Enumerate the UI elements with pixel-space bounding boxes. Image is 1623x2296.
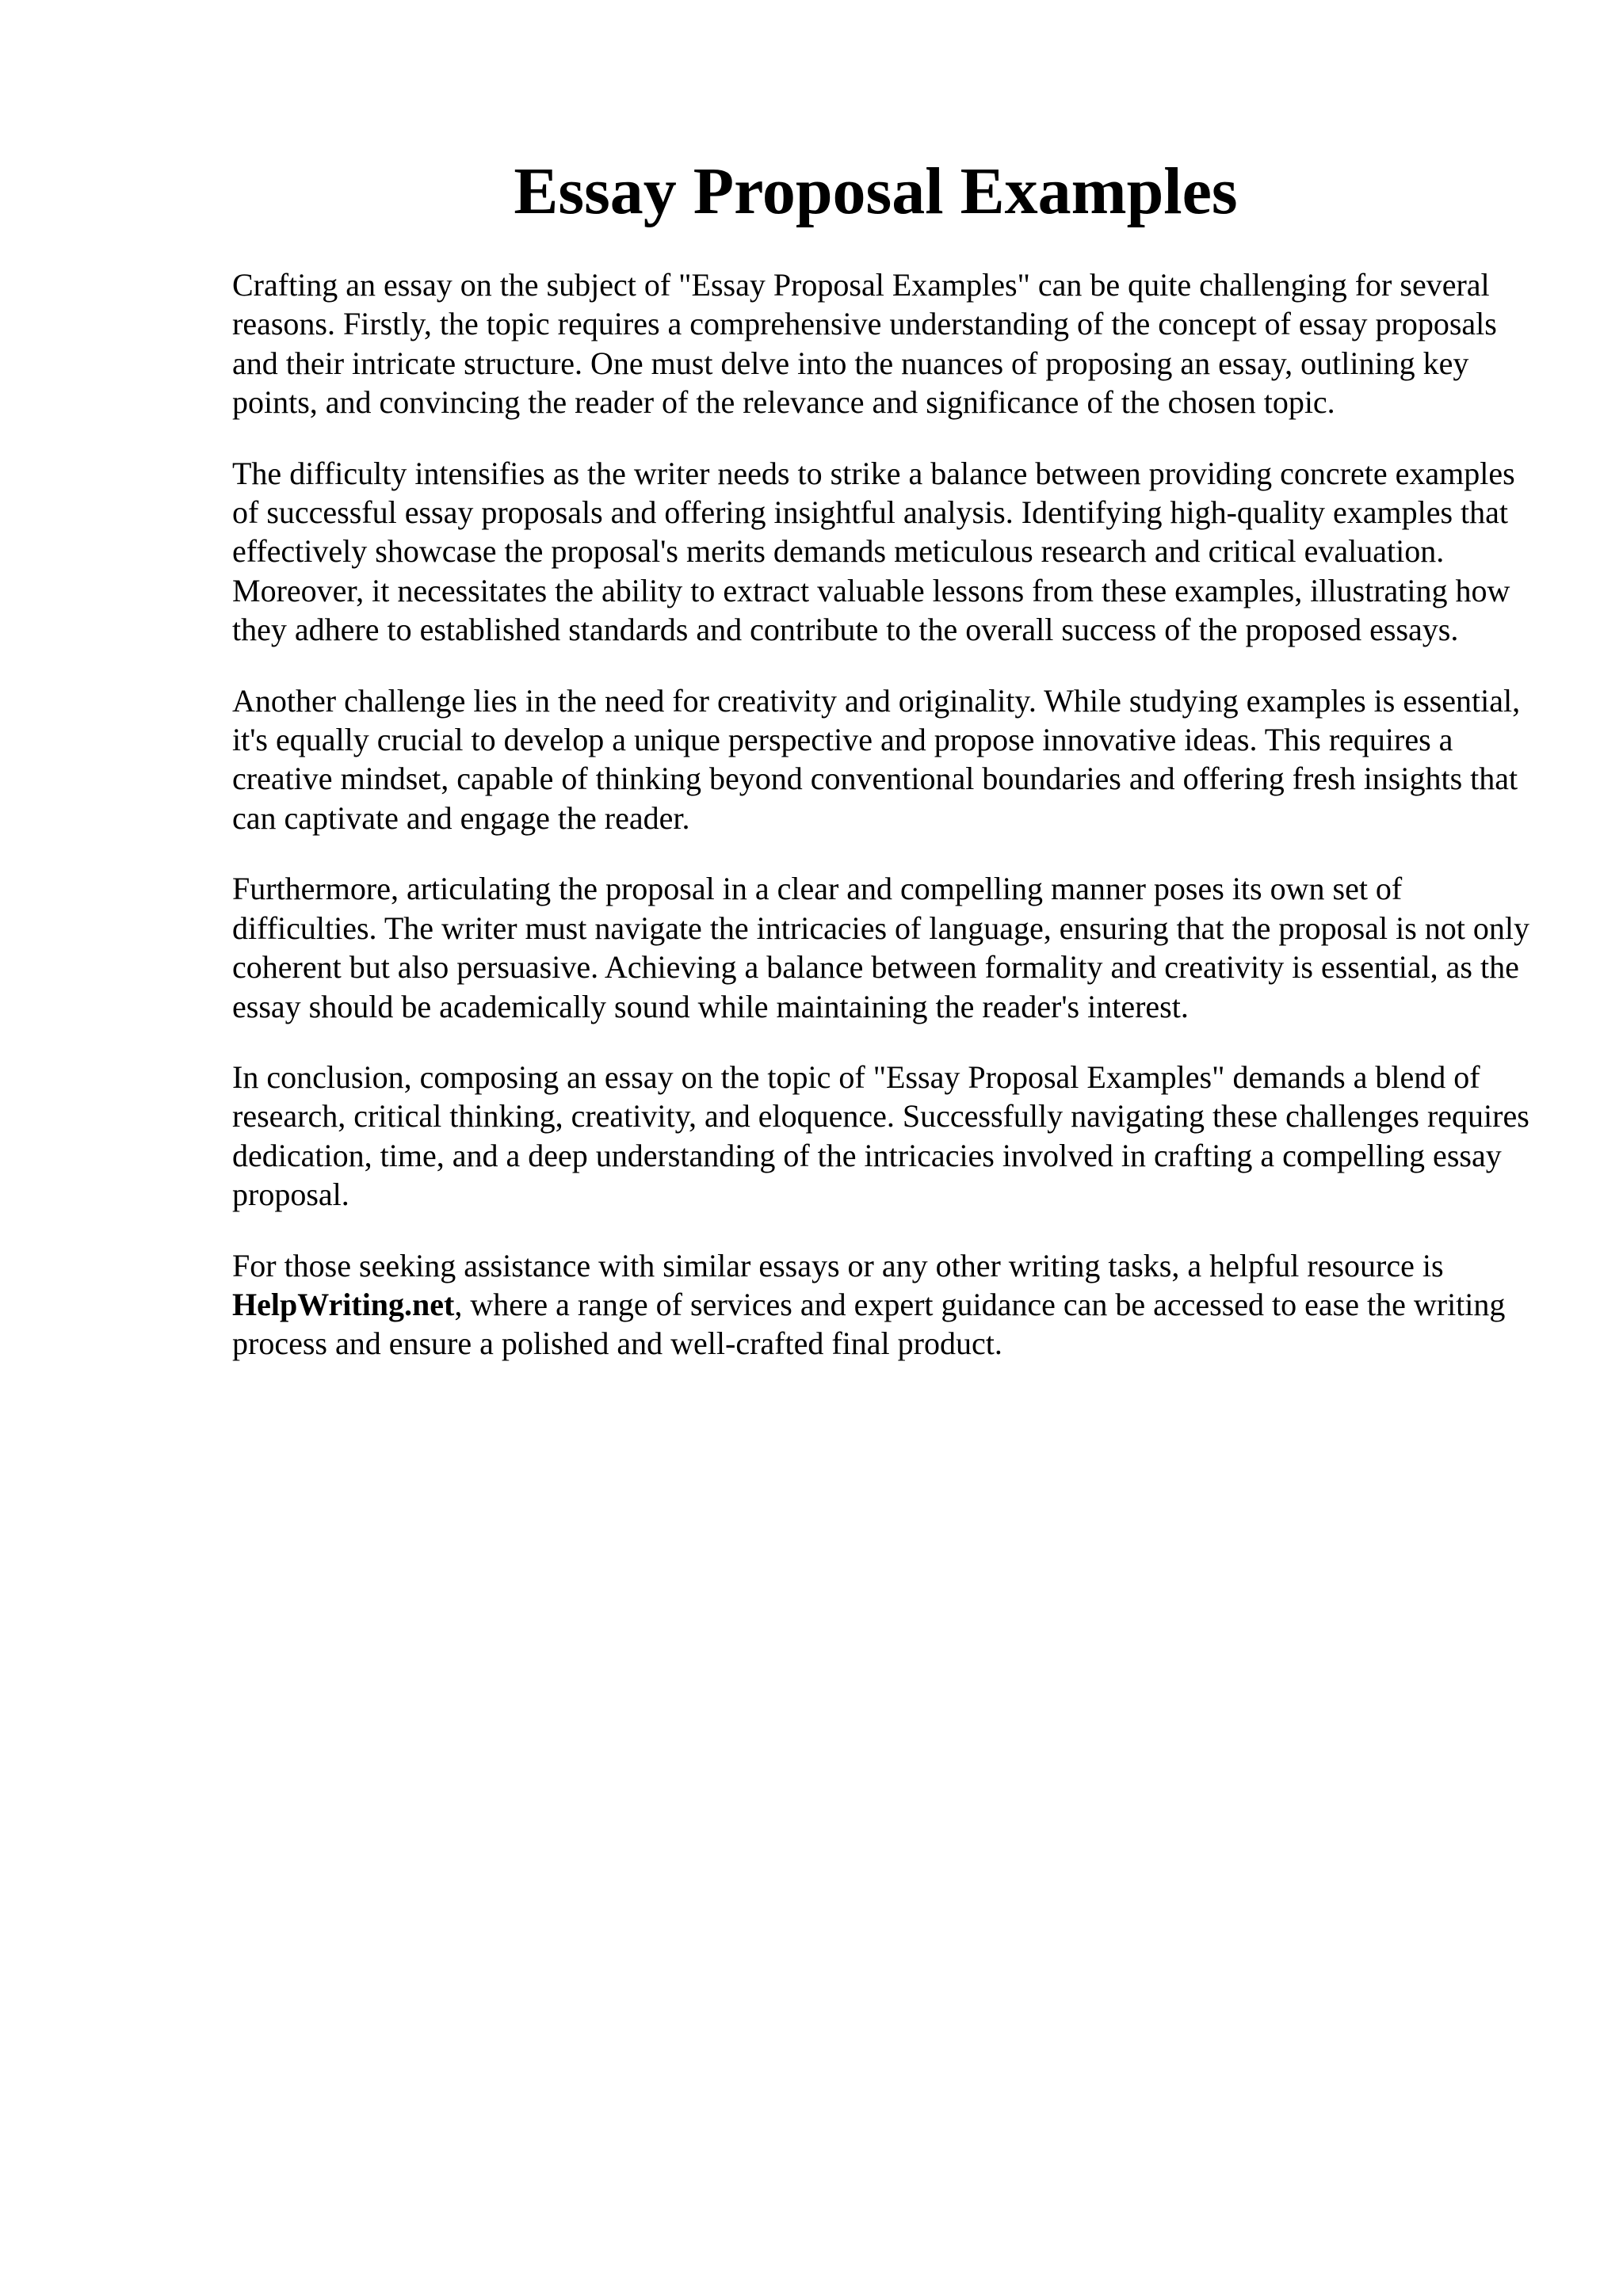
paragraph-5: In conclusion, composing an essay on the topic of "Essay Proposal Examples" demands a blend of research, critical thinking, creativity, and eloquence. Successfully navigating these challenges requires dedication, time, and a deep understanding of the intricacies involved in crafting a compelling essay proposal.	[232, 1058, 1529, 1213]
paragraph-4: Furthermore, articulating the proposal in a clear and compelling manner poses its own set of difficulties. The writer must navigate the intricacies of language, ensuring that the proposal is not only coherent but also persuasive. Achieving a balance between formality and creativity is essential, as the essay should be academically sound while maintaining the reader's interest.	[232, 871, 1529, 1024]
closing-paragraph	[232, 1246, 1532, 1363]
paragraph-3: Another challenge lies in the need for creativity and originality. While studying examples is essential, it's equally crucial to develop a unique perspective and propose innovative ideas. This requires a creative mindset, capable of thinking beyond conventional boundaries and offering fresh insights that can captivate and engage the reader.	[232, 682, 1521, 836]
document-body	[232, 265, 1532, 1395]
page-title: Essay Proposal Examples	[514, 154, 1238, 228]
paragraph-2: The difficulty intensifies as the writer needs to strike a balance between providing concrete examples of successful essay proposals and offering insightful analysis. Identifying high-quality examples that effectively showcase the proposal's merits demands meticulous research and critical evaluation. Moreover, it necessitates the ability to extract valuable lessons from these examples, illustrating how they adhere to established standards and contribute to the overall success of the proposed essays.	[232, 455, 1515, 648]
brand-name: HelpWriting.net	[232, 1286, 455, 1322]
closing-outro-text: , where a range of services and expert guidance can be accessed to ease the writing process and ensure a polished and well-crafted final product.	[232, 1286, 1506, 1362]
closing-intro-text: For those seeking assistance with similar essays or any other writing tasks, a helpful resource is	[232, 1247, 1444, 1283]
paragraph-1: Crafting an essay on the subject of "Essay Proposal Examples" can be quite challenging for several reasons. Firstly, the topic requires a comprehensive understanding of the concept of essay proposals and their intricate structure. One must delve into the nuances of proposing an essay, outlining key points, and convincing the reader of the relevance and significance of the chosen topic.	[232, 267, 1497, 421]
